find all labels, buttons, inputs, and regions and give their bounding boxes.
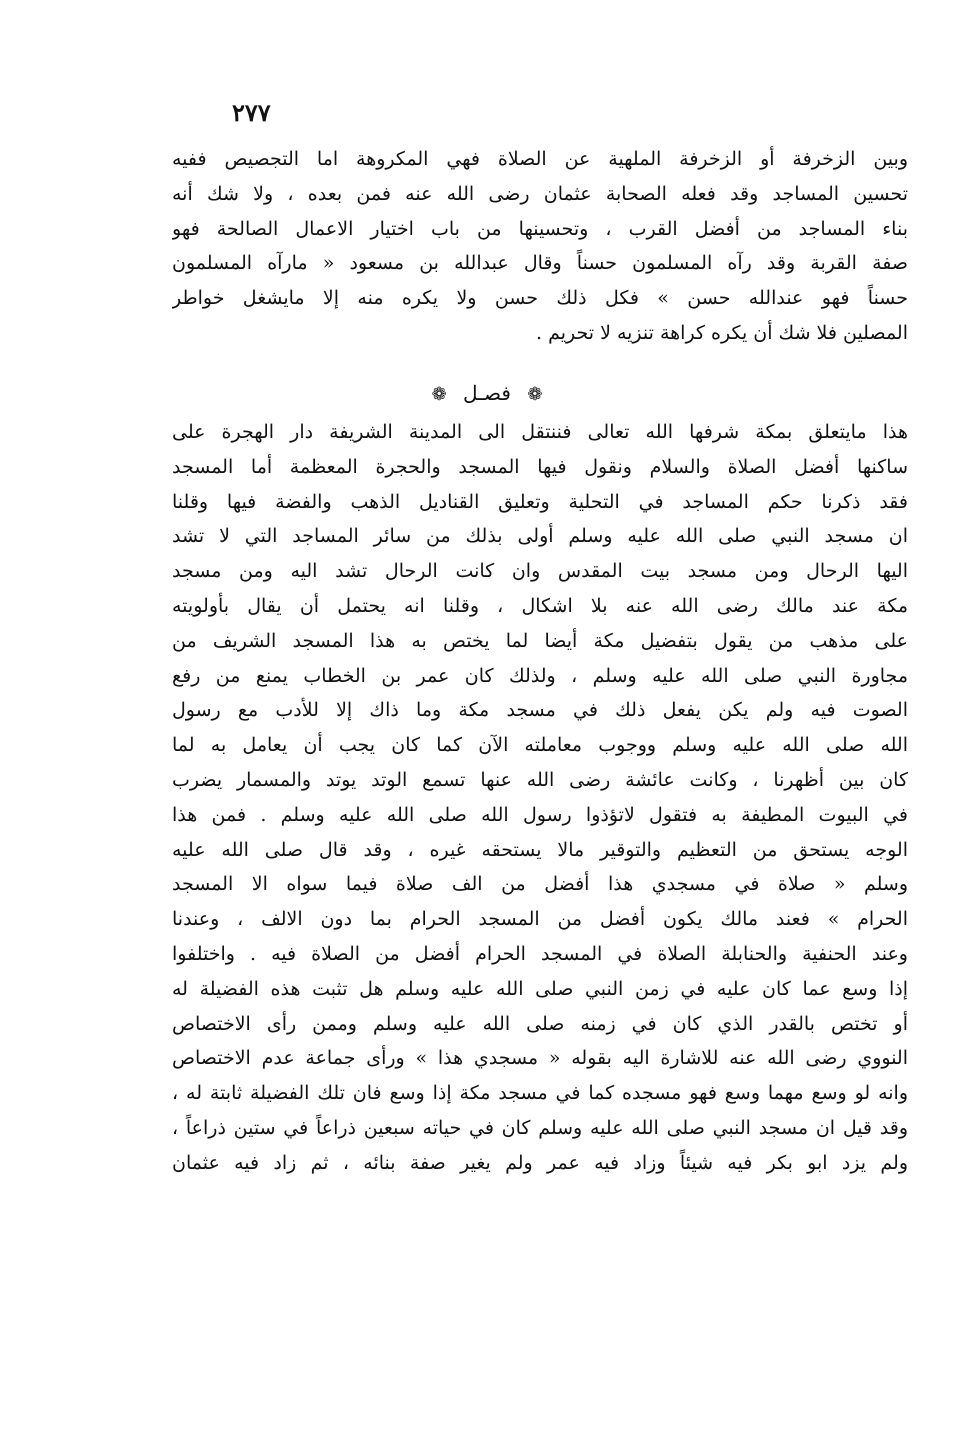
ornament-left-icon: ❁: [431, 383, 447, 405]
text-line: حسناً فهو عندالله حسن » فكل ذلك حسن ولا يكره منه إلا مايشغل خواطر: [172, 287, 908, 310]
text-line: ساكنها أفضل الصلاة والسلام ونقول فيها المسجد والحجرة المعظمة أما المسجد: [172, 455, 908, 478]
text-line: تحسين المساجد وقد فعله الصحابة عثمان رضى الله عنه فمن بعده ، ولا شك أنه: [172, 182, 908, 205]
text-line: اليها الرحال ومن مسجد بيت المقدس وان كانت الرحال تشد اليه ومن مسجد: [172, 560, 908, 583]
text-line: وانه لو وسع مهما وسع فهو مسجده كما في مسجد مكة إذا وسع فان تلك الفضيلة ثابتة له ،: [172, 1082, 908, 1105]
text-line: النووي رضى الله عنه للاشارة اليه بقوله « مسجدي هذا » ورأى جماعة عدم الاختصاص: [172, 1047, 908, 1070]
text-line: بناء المساجد من أفضل القرب ، وتحسينها من باب اختيار الاعمال الصالحة فهو: [172, 217, 908, 240]
text-line: الله صلى الله عليه وسلم ووجوب معاملته الآن كما كان يجب أن يعامل به لما: [172, 734, 908, 757]
text-line: صفة القربة وقد رآه المسلمون حسناً وقال عبدالله بن مسعود « مارآه المسلمون: [172, 252, 908, 275]
paragraph-1: [172, 142, 908, 351]
text-line: الصوت فيه ولم يكن يفعل ذلك في مسجد مكة وما ذاك إلا للأدب مع رسول: [172, 699, 908, 722]
text-line: أو تختص بالقدر الذي كان في زمنه صلى الله عليه وسلم وممن رأى الاختصاص: [172, 1012, 908, 1035]
ornament-right-icon: ❁: [527, 383, 543, 405]
text-line: على مذهب من يقول بتفضيل مكة أيضا لما يختص به هذا المسجد الشريف من: [172, 629, 908, 652]
text-line: هذا مايتعلق بمكة شرفها الله تعالى فننتقل الى المدينة الشريفة دار الهجرة على: [172, 421, 908, 443]
text-line: مكة عند مالك رضى الله عنه بلا اشكال ، وقلنا انه يحتمل أن يقال بأولويته: [172, 594, 908, 617]
text-line: وعند الحنفية والحنابلة الصلاة في المسجد الحرام أفضل من الصلاة فيه . واختلفوا: [172, 942, 908, 965]
paragraph-2: [172, 415, 908, 1181]
text-line: فقد ذكرنا حكم المساجد في التحلية وتعليق القناديل الذهب والفضة فيها وقلنا: [172, 490, 908, 513]
text-line: وسلم « صلاة في مسجدي هذا أفضل من الف صلاة فيما سواه الا المسجد: [172, 873, 908, 896]
text-line: وبين الزخرفة أو الزخرفة الملهية عن الصلاة فهي المكروهة اما التجصيص ففيه: [172, 148, 908, 170]
text-line: الوجه يستحق من التعظيم والتوقير مالا يستحقه غيره ، وقد قال صلى الله عليه: [172, 838, 908, 861]
text-line: المصلين فلا شك أن يكره كراهة تنزيه لا تحريم .: [535, 321, 908, 344]
text-line: ان مسجد النبي صلى الله عليه وسلم أولى بذلك من سائر المساجد التي لا تشد: [172, 525, 908, 548]
text-line: إذا وسع عما كان عليه في زمن النبي صلى الله عليه وسلم هل تثبت هذه الفضيلة له: [172, 977, 908, 1000]
page-number: ٢٧٧: [232, 98, 271, 127]
text-line: وقد قيل ان مسجد النبي صلى الله عليه وسلم كان في حياته سبعين ذراعاً في ستين ذراعاً ،: [172, 1116, 908, 1139]
text-line: في البيوت المطيفة به فتقول لاتؤذوا رسول الله صلى الله عليه وسلم . فمن هذا: [172, 803, 908, 826]
section-heading-text: فصـل: [463, 381, 511, 405]
text-line: ولم يزد ابو بكر فيه شيئاً وزاد فيه عمر ولم يغير صفة بنائه ، ثم زاد فيه عثمان: [172, 1151, 908, 1174]
text-line: مجاورة النبي صلى الله عليه وسلم ، ولذلك كان عمر بن الخطاب يمنع من رفع: [172, 664, 908, 687]
text-line: كان بين أظهرنا ، وكانت عائشة رضى الله عنها تسمع الوتد يوتد والمسمار يضرب: [172, 768, 908, 791]
text-line: الحرام » فعند مالك يكون أفضل من المسجد الحرام بما دون الالف ، وعندنا: [172, 908, 908, 931]
section-heading: [0, 376, 974, 410]
